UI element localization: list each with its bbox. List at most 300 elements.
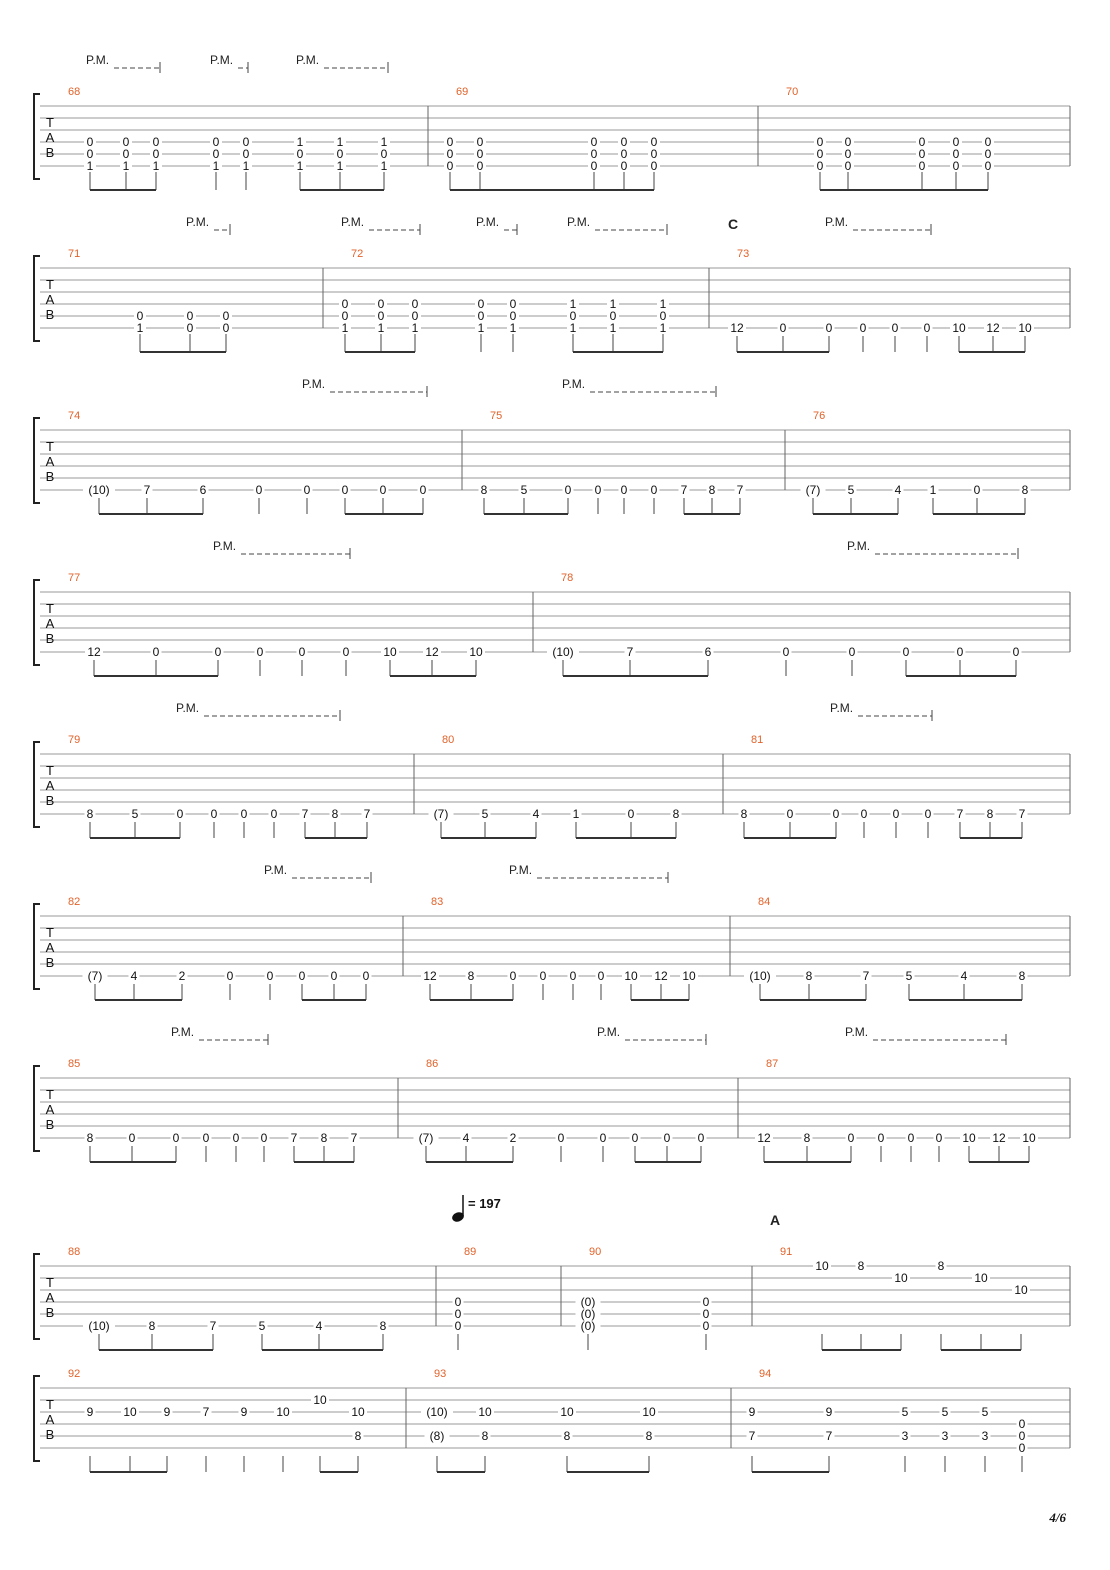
fret-number: 0	[697, 1131, 705, 1145]
measure-number: 69	[456, 86, 469, 98]
fret-number: 9	[825, 1405, 833, 1419]
fret-number: 0	[631, 1131, 639, 1145]
fret-number: 0	[152, 135, 160, 149]
fret-number: 1	[609, 321, 617, 335]
fret-number: 10	[351, 1405, 365, 1419]
fret-number: 10	[478, 1405, 492, 1419]
fret-number: 8	[481, 1429, 489, 1443]
fret-number: 1	[152, 159, 160, 173]
tab-clef-letter: A	[45, 940, 55, 955]
fret-number: 7	[301, 807, 309, 821]
fret-number: 8	[86, 1131, 94, 1145]
fret-number: 0	[336, 147, 344, 161]
fret-number: (0)	[580, 1295, 596, 1309]
fret-number: 6	[199, 483, 207, 497]
fret-number: 0	[564, 483, 572, 497]
measure-number: 86	[426, 1058, 439, 1070]
fret-number: 0	[509, 297, 517, 311]
fret-number: 0	[476, 147, 484, 161]
tab-clef-letter: T	[46, 925, 54, 940]
fret-number: 1	[336, 135, 344, 149]
fret-number: (8)	[429, 1429, 445, 1443]
fret-number: 0	[186, 321, 194, 335]
fret-number: 0	[509, 309, 517, 323]
tab-clef-letter: A	[45, 1412, 55, 1427]
fret-number: 10	[682, 969, 696, 983]
fret-number: 4	[894, 483, 902, 497]
palm-mute-label: P.M.	[264, 863, 288, 877]
fret-number: 0	[1018, 1417, 1026, 1431]
fret-number: 12	[992, 1131, 1006, 1145]
fret-number: 1	[411, 321, 419, 335]
fret-number: 0	[590, 147, 598, 161]
fret-number: 1	[296, 135, 304, 149]
tab-clef-letter: B	[45, 793, 55, 808]
fret-number: 0	[892, 807, 900, 821]
fret-number: 9	[748, 1405, 756, 1419]
fret-number: 10	[469, 645, 483, 659]
fret-number: 7	[350, 1131, 358, 1145]
fret-number: 0	[650, 147, 658, 161]
fret-number: 3	[981, 1429, 989, 1443]
fret-number: 0	[984, 159, 992, 173]
fret-number: 0	[152, 645, 160, 659]
fret-number: 8	[467, 969, 475, 983]
measure-number: 75	[490, 410, 503, 422]
measure-number: 73	[737, 248, 750, 260]
fret-number: 0	[446, 147, 454, 161]
fret-number: 10	[123, 1405, 137, 1419]
tab-system	[34, 701, 1070, 838]
fret-number: 8	[480, 483, 488, 497]
fret-number: 0	[454, 1295, 462, 1309]
fret-number: 0	[341, 309, 349, 323]
fret-number: 0	[411, 309, 419, 323]
fret-number: 0	[122, 135, 130, 149]
fret-number: 0	[860, 807, 868, 821]
fret-number: 2	[509, 1131, 517, 1145]
fret-number: 10	[1014, 1283, 1028, 1297]
fret-number: 0	[476, 135, 484, 149]
tab-system	[34, 53, 1070, 190]
fret-number: 7	[956, 807, 964, 821]
fret-number: 8	[645, 1429, 653, 1443]
fret-number: 0	[627, 807, 635, 821]
fret-number: 1	[380, 159, 388, 173]
system-bracket	[34, 1066, 40, 1151]
fret-number: 0	[298, 969, 306, 983]
fret-number: 0	[973, 483, 981, 497]
fret-number: 1	[296, 159, 304, 173]
fret-number: 0	[341, 297, 349, 311]
fret-number: 0	[663, 1131, 671, 1145]
fret-number: 0	[847, 1131, 855, 1145]
system-bracket	[34, 256, 40, 341]
fret-number: 0	[242, 147, 250, 161]
fret-number: 0	[136, 309, 144, 323]
fret-number: 0	[609, 309, 617, 323]
fret-number: 10	[962, 1131, 976, 1145]
fret-number: 8	[1018, 969, 1026, 983]
palm-mute-label: P.M.	[186, 215, 210, 229]
fret-number: 0	[256, 645, 264, 659]
fret-number: 4	[130, 969, 138, 983]
fret-number: 3	[941, 1429, 949, 1443]
tab-clef-letter: B	[45, 307, 55, 322]
tab-clef-letter: B	[45, 1305, 55, 1320]
fret-number: 0	[212, 135, 220, 149]
fret-number: 1	[569, 297, 577, 311]
fret-number: 0	[650, 483, 658, 497]
tempo-value: = 197	[468, 1196, 501, 1211]
fret-number: 8	[708, 483, 716, 497]
fret-number: 9	[86, 1405, 94, 1419]
palm-mute-label: P.M.	[341, 215, 365, 229]
tab-clef-letter: A	[45, 616, 55, 631]
palm-mute-label: P.M.	[171, 1025, 195, 1039]
fret-number: 0	[303, 483, 311, 497]
fret-number: 0	[786, 807, 794, 821]
fret-number: 0	[569, 309, 577, 323]
fret-number: 8	[148, 1319, 156, 1333]
fret-number: 0	[779, 321, 787, 335]
tab-clef-letter: T	[46, 601, 54, 616]
fret-number: 7	[290, 1131, 298, 1145]
palm-mute-label: P.M.	[302, 377, 326, 391]
fret-number: 12	[654, 969, 668, 983]
fret-number: 0	[924, 807, 932, 821]
fret-number: 0	[152, 147, 160, 161]
section-marker: C	[727, 216, 739, 232]
tab-clef-letter: B	[45, 1117, 55, 1132]
fret-number: 0	[952, 135, 960, 149]
fret-number: 7	[862, 969, 870, 983]
fret-number: 1	[86, 159, 94, 173]
fret-number: 0	[877, 1131, 885, 1145]
fret-number: 0	[477, 297, 485, 311]
fret-number: 5	[901, 1405, 909, 1419]
fret-number: 0	[232, 1131, 240, 1145]
section-marker: A	[769, 1212, 781, 1228]
measure-number: 78	[561, 572, 574, 584]
fret-number: 0	[620, 147, 628, 161]
fret-number: 7	[202, 1405, 210, 1419]
fret-number: 1	[477, 321, 485, 335]
fret-number: 7	[680, 483, 688, 497]
tab-system	[34, 215, 1070, 352]
fret-number: 7	[626, 645, 634, 659]
fret-number: (7)	[418, 1131, 434, 1145]
fret-number: 0	[298, 645, 306, 659]
fret-number: 10	[1018, 321, 1032, 335]
system-bracket	[34, 1254, 40, 1339]
fret-number: 0	[952, 147, 960, 161]
fret-number: 0	[380, 147, 388, 161]
fret-number: 0	[825, 321, 833, 335]
system-bracket	[34, 1376, 40, 1461]
fret-number: 1	[122, 159, 130, 173]
fret-number: 4	[315, 1319, 323, 1333]
system-bracket	[34, 418, 40, 503]
fret-number: 8	[331, 807, 339, 821]
fret-number: 0	[923, 321, 931, 335]
tab-system	[34, 377, 1070, 514]
fret-number: 0	[260, 1131, 268, 1145]
fret-number: 0	[362, 969, 370, 983]
fret-number: 0	[844, 135, 852, 149]
fret-number: 0	[86, 147, 94, 161]
fret-number: 0	[128, 1131, 136, 1145]
fret-number: 0	[377, 309, 385, 323]
fret-number: 5	[520, 483, 528, 497]
fret-number: 8	[563, 1429, 571, 1443]
fret-number: 0	[186, 309, 194, 323]
fret-number: 0	[984, 135, 992, 149]
tab-clef-letter: A	[45, 130, 55, 145]
measure-number: 72	[351, 248, 364, 260]
fret-number: 0	[952, 159, 960, 173]
fret-number: 0	[816, 159, 824, 173]
measure-number: 87	[766, 1058, 779, 1070]
tab-system	[34, 1212, 1070, 1350]
fret-number: (7)	[805, 483, 821, 497]
palm-mute-label: P.M.	[845, 1025, 869, 1039]
fret-number: 0	[1012, 645, 1020, 659]
fret-number: 8	[1021, 483, 1029, 497]
fret-number: 0	[210, 807, 218, 821]
measure-number: 91	[780, 1246, 793, 1258]
fret-number: 0	[918, 159, 926, 173]
fret-number: 10	[1022, 1131, 1036, 1145]
fret-number: 7	[825, 1429, 833, 1443]
fret-number: 12	[423, 969, 437, 983]
tab-system	[34, 1368, 1070, 1472]
fret-number: 7	[748, 1429, 756, 1443]
fret-number: 8	[805, 969, 813, 983]
palm-mute-label: P.M.	[509, 863, 533, 877]
fret-number: 10	[952, 321, 966, 335]
fret-number: 7	[363, 807, 371, 821]
fret-number: 0	[844, 147, 852, 161]
fret-number: 0	[454, 1319, 462, 1333]
tab-clef-letter: A	[45, 778, 55, 793]
system-bracket	[34, 580, 40, 665]
fret-number: 0	[270, 807, 278, 821]
fret-number: 0	[240, 807, 248, 821]
palm-mute-label: P.M.	[176, 701, 200, 715]
fret-number: 0	[569, 969, 577, 983]
measure-number: 74	[68, 410, 81, 422]
fret-number: 0	[844, 159, 852, 173]
fret-number: 1	[341, 321, 349, 335]
tab-clef-letter: T	[46, 277, 54, 292]
measure-number: 92	[68, 1368, 81, 1380]
fret-number: 0	[86, 135, 94, 149]
fret-number: 10	[974, 1271, 988, 1285]
fret-number: 0	[226, 969, 234, 983]
measure-number: 90	[589, 1246, 602, 1258]
fret-number: (7)	[433, 807, 449, 821]
fret-number: 8	[86, 807, 94, 821]
fret-number: 5	[481, 807, 489, 821]
palm-mute-label: P.M.	[476, 215, 500, 229]
fret-number: 4	[960, 969, 968, 983]
fret-number: 0	[956, 645, 964, 659]
fret-number: 1	[929, 483, 937, 497]
tempo-marking	[451, 1195, 501, 1223]
fret-number: 0	[242, 135, 250, 149]
fret-number: (10)	[552, 645, 574, 659]
fret-number: 0	[650, 135, 658, 149]
measure-number: 89	[464, 1246, 477, 1258]
fret-number: 0	[222, 309, 230, 323]
fret-number: 0	[659, 309, 667, 323]
fret-number: 4	[532, 807, 540, 821]
fret-number: 0	[342, 645, 350, 659]
fret-number: 8	[320, 1131, 328, 1145]
measure-number: 88	[68, 1246, 81, 1258]
fret-number: 0	[620, 135, 628, 149]
fret-number: 0	[255, 483, 263, 497]
fret-number: 0	[918, 147, 926, 161]
fret-number: 0	[266, 969, 274, 983]
fret-number: 0	[411, 297, 419, 311]
fret-number: 10	[313, 1393, 327, 1407]
fret-number: 1	[136, 321, 144, 335]
fret-number: 12	[425, 645, 439, 659]
measure-number: 85	[68, 1058, 81, 1070]
system-bracket	[34, 742, 40, 827]
fret-number: 1	[380, 135, 388, 149]
measure-number: 83	[431, 896, 444, 908]
fret-number: 0	[702, 1307, 710, 1321]
fret-number: 0	[122, 147, 130, 161]
fret-number: 0	[702, 1319, 710, 1333]
fret-number: 0	[599, 1131, 607, 1145]
fret-number: 8	[354, 1429, 362, 1443]
fret-number: 12	[986, 321, 1000, 335]
tab-system	[34, 863, 1070, 1000]
fret-number: 0	[212, 147, 220, 161]
measure-number: 70	[786, 86, 799, 98]
fret-number: 0	[477, 309, 485, 323]
fret-number: 0	[848, 645, 856, 659]
fret-number: 1	[242, 159, 250, 173]
measure-number: 93	[434, 1368, 447, 1380]
fret-number: 10	[894, 1271, 908, 1285]
tab-clef-letter: B	[45, 469, 55, 484]
fret-number: 0	[590, 159, 598, 173]
fret-number: 0	[832, 807, 840, 821]
system-bracket	[34, 94, 40, 179]
tab-clef-letter: T	[46, 115, 54, 130]
palm-mute-label: P.M.	[562, 377, 586, 391]
fret-number: 0	[557, 1131, 565, 1145]
fret-number: (10)	[88, 483, 110, 497]
fret-number: 0	[296, 147, 304, 161]
fret-number: 0	[891, 321, 899, 335]
fret-number: 0	[341, 483, 349, 497]
fret-number: 0	[594, 483, 602, 497]
fret-number: 0	[476, 159, 484, 173]
measure-number: 80	[442, 734, 455, 746]
fret-number: 0	[590, 135, 598, 149]
tab-clef-letter: B	[45, 145, 55, 160]
fret-number: 0	[620, 159, 628, 173]
fret-number: 8	[857, 1259, 865, 1273]
fret-number: 1	[609, 297, 617, 311]
system-bracket	[34, 904, 40, 989]
measure-number: 84	[758, 896, 771, 908]
fret-number: 1	[659, 321, 667, 335]
fret-number: 0	[509, 969, 517, 983]
fret-number: 12	[87, 645, 101, 659]
fret-number: (0)	[580, 1319, 596, 1333]
palm-mute-label: P.M.	[210, 53, 234, 67]
tab-clef-letter: A	[45, 1102, 55, 1117]
measure-number: 76	[813, 410, 826, 422]
tab-clef-letter: A	[45, 1290, 55, 1305]
fret-number: 10	[276, 1405, 290, 1419]
fret-number: 10	[642, 1405, 656, 1419]
tab-clef-letter: A	[45, 454, 55, 469]
measure-number: 71	[68, 248, 81, 260]
palm-mute-label: P.M.	[825, 215, 849, 229]
tab-clef-letter: T	[46, 1275, 54, 1290]
palm-mute-label: P.M.	[567, 215, 591, 229]
fret-number: 0	[918, 135, 926, 149]
fret-number: 0	[597, 969, 605, 983]
fret-number: 0	[176, 807, 184, 821]
fret-number: (7)	[87, 969, 103, 983]
fret-number: 4	[462, 1131, 470, 1145]
tab-clef-letter: B	[45, 955, 55, 970]
fret-number: 2	[178, 969, 186, 983]
fret-number: 8	[379, 1319, 387, 1333]
fret-number: 0	[1018, 1429, 1026, 1443]
fret-number: 0	[446, 159, 454, 173]
fret-number: 0	[984, 147, 992, 161]
fret-number: 0	[377, 297, 385, 311]
tab-clef-letter: B	[45, 1427, 55, 1442]
fret-number: 5	[258, 1319, 266, 1333]
fret-number: 8	[672, 807, 680, 821]
fret-number: 9	[163, 1405, 171, 1419]
tab-clef-letter: T	[46, 439, 54, 454]
fret-number: 1	[569, 321, 577, 335]
tab-clef-letter: T	[46, 763, 54, 778]
fret-number: 0	[454, 1307, 462, 1321]
tab-clef-letter: B	[45, 631, 55, 646]
palm-mute-label: P.M.	[597, 1025, 621, 1039]
fret-number: 0	[650, 159, 658, 173]
fret-number: 0	[222, 321, 230, 335]
fret-number: 7	[209, 1319, 217, 1333]
measure-number: 68	[68, 86, 81, 98]
fret-number: 7	[736, 483, 744, 497]
measure-number: 81	[751, 734, 764, 746]
fret-number: 1	[509, 321, 517, 335]
fret-number: (10)	[749, 969, 771, 983]
fret-number: (10)	[426, 1405, 448, 1419]
fret-number: 7	[143, 483, 151, 497]
fret-number: 8	[740, 807, 748, 821]
tab-system	[34, 539, 1070, 676]
fret-number: 5	[981, 1405, 989, 1419]
measure-number: 79	[68, 734, 81, 746]
fret-number: 10	[815, 1259, 829, 1273]
palm-mute-label: P.M.	[830, 701, 854, 715]
